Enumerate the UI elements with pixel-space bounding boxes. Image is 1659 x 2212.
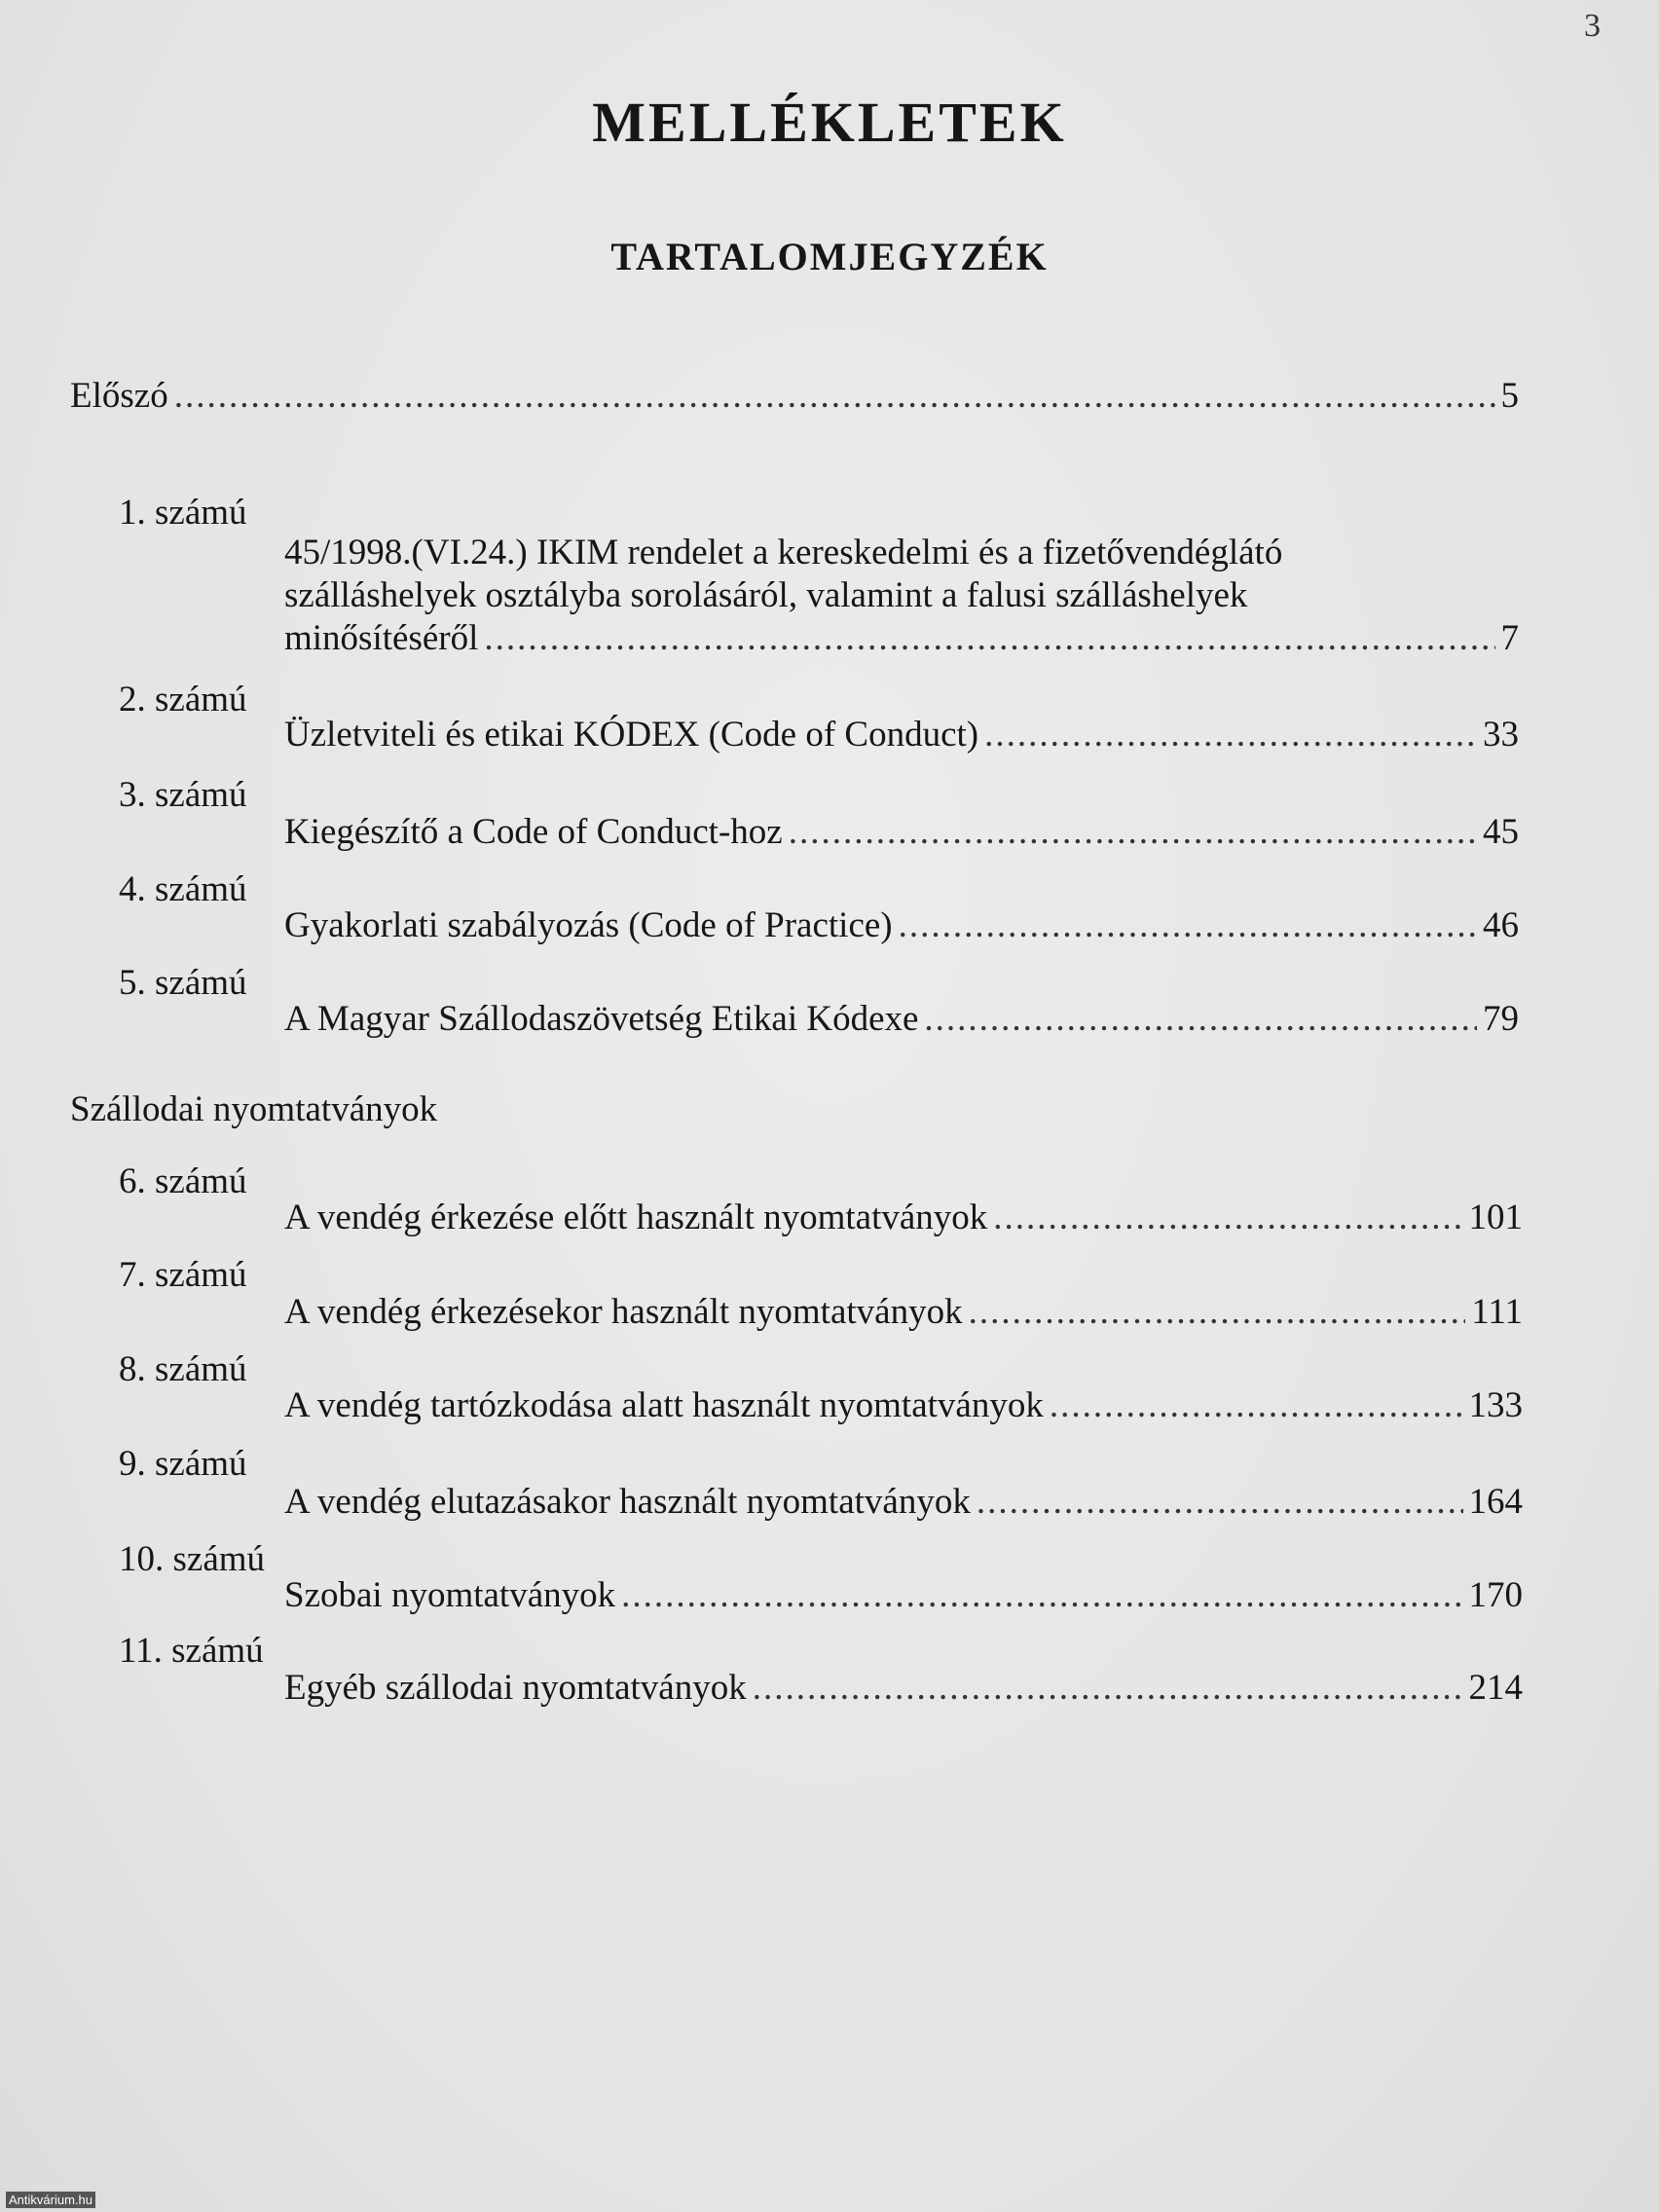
page-title: MELLÉKLETEK (592, 91, 1067, 154)
leader-dots (484, 617, 1494, 659)
toc-entry (284, 1481, 1523, 1523)
toc-entry-page: 133 (1468, 1385, 1523, 1425)
toc-entry-title: Gyakorlati szabályozás (Code of Practice) (284, 905, 893, 945)
leader-dots (621, 1574, 1462, 1616)
appendix-number: 5. számú (119, 963, 247, 1003)
toc-entry-title: A vendég elutazásakor használt nyomtatványok (284, 1482, 971, 1522)
toc-entry (284, 1291, 1523, 1333)
toc-entry-title: Kiegészítő a Code of Conduct-hoz (284, 812, 783, 852)
toc-entry-foreword (70, 375, 1519, 417)
toc-entry (284, 1574, 1523, 1616)
toc-entry-page: 79 (1483, 999, 1519, 1039)
leader-dots (969, 1291, 1466, 1333)
toc-entry-page: 33 (1483, 715, 1519, 755)
appendix-number: 7. számú (119, 1255, 247, 1295)
toc-entry-title-line: szálláshelyek osztályba sorolásáról, valamint a falusi szálláshelyek (284, 575, 1248, 615)
toc-entry-title: Egyéb szállodai nyomtatványok (284, 1668, 747, 1708)
leader-dots (753, 1667, 1463, 1709)
toc-entry-page: 111 (1471, 1292, 1523, 1332)
toc-entry (284, 714, 1519, 756)
appendix-number: 9. számú (119, 1444, 247, 1484)
toc-entry-page: 164 (1468, 1482, 1523, 1522)
leader-dots (789, 811, 1477, 853)
toc-entry-title: Szobai nyomtatványok (284, 1575, 616, 1615)
appendix-number: 10. számú (119, 1539, 266, 1579)
toc-entry-title: minősítéséről (284, 618, 479, 658)
toc-entry-title: A vendég érkezésekor használt nyomtatványok (284, 1292, 963, 1332)
leader-dots (174, 375, 1495, 417)
toc-entry-title: A Magyar Szállodaszövetség Etikai Kódexe (284, 999, 919, 1039)
toc-entry (284, 617, 1519, 659)
toc-entry-title: Üzletviteli és etikai KÓDEX (Code of Conduct) (284, 715, 979, 755)
toc-entry (284, 904, 1519, 946)
leader-dots (924, 998, 1477, 1040)
toc-heading: TARTALOMJEGYZÉK (610, 235, 1049, 278)
watermark-logo: Antikvárium.hu (6, 2192, 95, 2208)
toc-entry-title: A vendég érkezése előtt használt nyomtatványok (284, 1198, 988, 1237)
toc-entry (284, 998, 1519, 1040)
toc-entry-title: Előszó (70, 376, 168, 416)
appendix-number: 6. számú (119, 1161, 247, 1201)
toc-entry (284, 1667, 1523, 1709)
page-number: 3 (1584, 8, 1601, 44)
toc-entry-page: 170 (1468, 1575, 1523, 1615)
toc-entry-page: 7 (1500, 618, 1519, 658)
toc-entry-page: 45 (1483, 812, 1519, 852)
appendix-number: 3. számú (119, 775, 247, 815)
appendix-number: 1. számú (119, 493, 247, 533)
toc-entry-title-line: 45/1998.(VI.24.) IKIM rendelet a kereskedelmi és a fizetővendéglátó (284, 533, 1283, 572)
appendix-number: 2. számú (119, 680, 247, 719)
section-heading: Szállodai nyomtatványok (70, 1089, 438, 1129)
toc-entry-page: 101 (1468, 1198, 1523, 1237)
toc-entry-title: A vendég tartózkodása alatt használt nyomtatványok (284, 1385, 1044, 1425)
appendix-number: 8. számú (119, 1349, 247, 1389)
toc-entry (284, 1197, 1523, 1238)
leader-dots (977, 1481, 1463, 1523)
toc-entry (284, 1384, 1523, 1426)
toc-entry-page: 5 (1500, 376, 1519, 416)
leader-dots (993, 1197, 1462, 1238)
toc-entry-page: 46 (1483, 905, 1519, 945)
toc-entry-page: 214 (1468, 1668, 1523, 1708)
leader-dots (1050, 1384, 1463, 1426)
leader-dots (984, 714, 1477, 756)
toc-entry (284, 811, 1519, 853)
appendix-number: 4. számú (119, 869, 247, 909)
appendix-number: 11. számú (119, 1631, 264, 1671)
leader-dots (899, 904, 1477, 946)
